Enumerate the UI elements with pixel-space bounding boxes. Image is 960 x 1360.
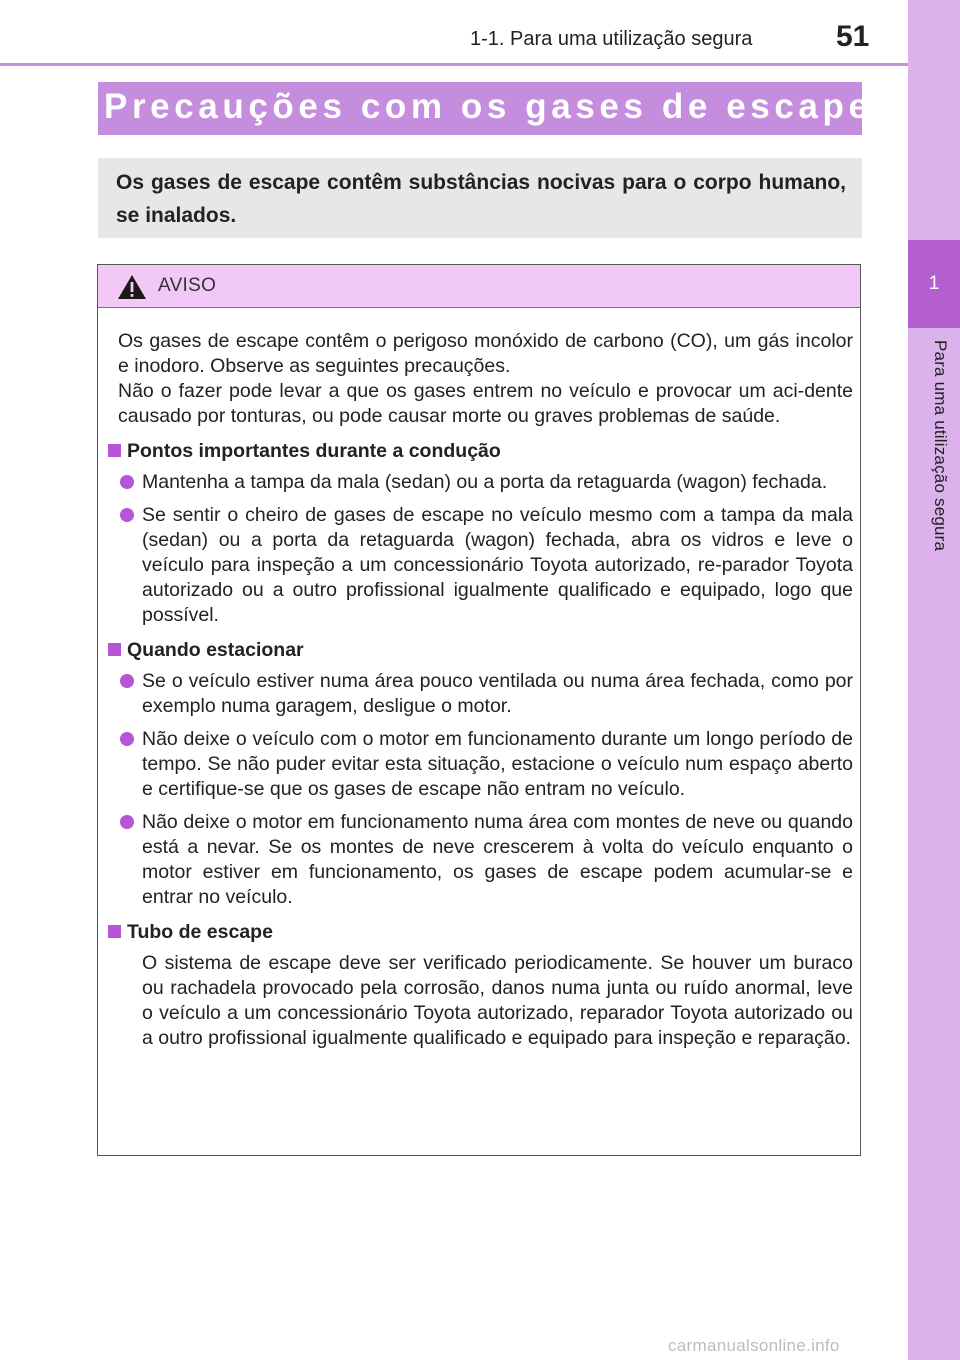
list-item: [118, 727, 853, 802]
side-chapter-strip: [908, 0, 960, 1360]
page-number: 51: [836, 20, 870, 53]
warning-title: AVISO: [158, 275, 217, 296]
subsection-paragraph: O sistema de escape deve ser verificado periodicamente. Se houver um buraco ou rachadela provocado pela corrosão, danos numa junta ou ruído anormal, leve o veículo a um concessionário Toyota autorizado, reparador Toyota autorizado ou a outro profissional igualmente qualificado e equipado para inspeção e reparação.: [142, 952, 853, 1049]
square-bullet-icon: [108, 925, 121, 938]
warning-box: [97, 264, 861, 1156]
list-item-text: Mantenha a tampa da mala (sedan) ou a porta da retaguarda (wagon) fechada.: [142, 471, 828, 493]
section-path: 1-1. Para uma utilização segura: [470, 28, 753, 50]
chapter-number-tab: 1: [908, 240, 960, 328]
warning-intro-paragraph: Não o fazer pode levar a que os gases entrem no veículo e provocar um aci-dente causado por tonturas, ou pode causar morte ou graves problemas de saúde.: [118, 380, 853, 427]
warning-intro-paragraph: Os gases de escape contêm o perigoso monóxido de carbono (CO), um gás incolor e inodoro. Observe as seguintes precauções.: [118, 330, 853, 377]
subsection-heading: [108, 920, 853, 945]
header-rule: [0, 63, 908, 66]
list-item-text: Não deixe o motor em funcionamento numa área com montes de neve ou quando está a nevar. Se os montes de neve crescerem à volta do veículo enquanto o motor estiver em funcionamento, os gases de escape podem acumular-se e entrar no veículo.: [142, 811, 853, 908]
list-item: [118, 503, 853, 628]
round-bullet-icon: [120, 815, 134, 829]
watermark: carmanualsonline.info: [668, 1336, 840, 1355]
list-item-text: Se o veículo estiver numa área pouco ventilada ou numa área fechada, como por exemplo numa garagem, desligue o motor.: [142, 670, 853, 717]
subsection-heading-text: Quando estacionar: [127, 639, 304, 661]
subsection-heading: [108, 439, 853, 464]
list-item-text: Não deixe o veículo com o motor em funcionamento durante um longo período de tempo. Se não puder evitar esta situação, estacione o veículo num espaço aberto e certifique-se que os gases de escape não entram no veículo.: [142, 728, 853, 800]
list-item: [118, 470, 853, 495]
subsection-heading: [108, 638, 853, 663]
warning-triangle-icon: [116, 273, 148, 301]
round-bullet-icon: [120, 475, 134, 489]
list-item: [118, 669, 853, 719]
warning-header: [98, 265, 860, 308]
chapter-label: Para uma utilização segura: [931, 340, 950, 552]
square-bullet-icon: [108, 643, 121, 656]
subsection-heading-text: Tubo de escape: [127, 921, 273, 943]
list-item-text: Se sentir o cheiro de gases de escape no veículo mesmo com a tampa da mala (sedan) ou a porta da retaguarda (wagon) fechada, abra os vidros e leve o veículo para inspeção a um concessionário Toyota autorizado, re-parador Toyota autorizado ou a outro profissional igualmente qualificado e equipado, logo que possível.: [142, 504, 853, 626]
round-bullet-icon: [120, 732, 134, 746]
square-bullet-icon: [108, 444, 121, 457]
section-title: Precauções com os gases de escape: [104, 87, 873, 126]
round-bullet-icon: [120, 674, 134, 688]
round-bullet-icon: [120, 508, 134, 522]
warning-content: [118, 329, 853, 1051]
list-item: [118, 810, 853, 910]
subsection-heading-text: Pontos importantes durante a condução: [127, 440, 501, 462]
intro-text: Os gases de escape contêm substâncias nocivas para o corpo humano, se inalados.: [116, 171, 846, 227]
